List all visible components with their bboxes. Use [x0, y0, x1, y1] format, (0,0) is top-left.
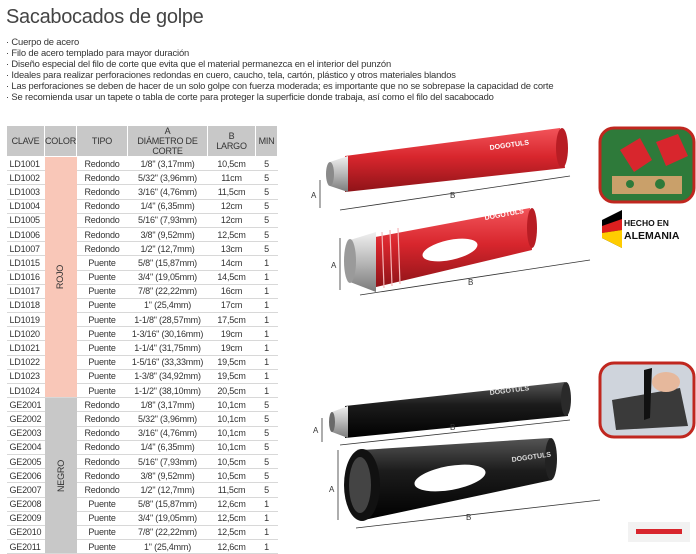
cell-diametro: 5/32" (3,96mm) — [128, 171, 208, 185]
badge-line-1: HECHO EN — [624, 218, 669, 228]
svg-text:DOGOTULS: DOGOTULS — [511, 451, 552, 464]
cell-tipo: Redondo — [77, 157, 128, 171]
cell-largo: 20,5cm — [208, 384, 256, 398]
svg-text:B: B — [450, 191, 456, 200]
usage-inset-black — [600, 363, 694, 437]
badge-line-2: ALEMANIA — [624, 230, 680, 242]
cell-clave: LD1002 — [7, 171, 45, 185]
cell-tipo: Puente — [77, 270, 128, 284]
svg-text:A: A — [331, 261, 337, 270]
cell-largo: 16cm — [208, 284, 256, 298]
header-largo: B LARGO — [208, 126, 256, 157]
cell-tipo: Redondo — [77, 213, 128, 227]
cell-largo: 12,5cm — [208, 227, 256, 241]
cell-largo: 10,5cm — [208, 454, 256, 468]
svg-text:DOGOTULS: DOGOTULS — [484, 208, 525, 222]
cell-min: 1 — [256, 270, 278, 284]
cell-clave: LD1022 — [7, 355, 45, 369]
cell-tipo: Puente — [77, 298, 128, 312]
svg-text:B: B — [466, 513, 472, 522]
cell-largo: 14cm — [208, 256, 256, 270]
cell-largo: 10,5cm — [208, 157, 256, 171]
cell-largo: 17,5cm — [208, 313, 256, 327]
cell-min: 5 — [256, 454, 278, 468]
svg-text:A: A — [329, 485, 335, 494]
cell-tipo: Redondo — [77, 398, 128, 412]
cell-tipo: Puente — [77, 256, 128, 270]
cell-clave: GE2007 — [7, 483, 45, 497]
svg-text:B: B — [450, 423, 456, 432]
cell-diametro: 1/8" (3,17mm) — [128, 398, 208, 412]
usage-inset-red — [600, 128, 694, 202]
cell-clave: LD1005 — [7, 213, 45, 227]
cell-tipo: Redondo — [77, 454, 128, 468]
cell-clave: LD1024 — [7, 384, 45, 398]
cell-tipo: Puente — [77, 511, 128, 525]
cell-min: 1 — [256, 511, 278, 525]
cell-min: 5 — [256, 171, 278, 185]
header-clave: CLAVE — [7, 126, 45, 157]
cell-tipo: Puente — [77, 497, 128, 511]
cell-largo: 12cm — [208, 213, 256, 227]
header-tipo: TIPO — [77, 126, 128, 157]
cell-largo: 19cm — [208, 327, 256, 341]
cell-min: 5 — [256, 199, 278, 213]
cell-min: 5 — [256, 213, 278, 227]
cell-clave: LD1021 — [7, 341, 45, 355]
cell-clave: LD1001 — [7, 157, 45, 171]
cell-color-group — [45, 157, 77, 398]
cell-clave: LD1018 — [7, 298, 45, 312]
cell-tipo: Puente — [77, 327, 128, 341]
cell-min: 5 — [256, 398, 278, 412]
cell-diametro: 5/32" (3,96mm) — [128, 412, 208, 426]
cell-tipo: Redondo — [77, 227, 128, 241]
package-thumbnail — [628, 522, 690, 542]
cell-min: 1 — [256, 497, 278, 511]
feature-item: · Ideales para realizar perforaciones redondas en cuero, caucho, tela, cartón, plástico y otros materiales blandos — [6, 68, 456, 80]
feature-item: · Se recomienda usar un tapete o tabla de corte para proteger la superficie donde trabaja, así como el filo del sacabocado — [6, 90, 494, 102]
feature-item: · Diseño especial del filo de corte que evita que el material permanezca en el interior del punzón — [6, 57, 392, 69]
page-title: Sacabocados de golpe — [6, 6, 204, 28]
cell-tipo: Redondo — [77, 469, 128, 483]
cell-min: 1 — [256, 355, 278, 369]
cell-min: 1 — [256, 327, 278, 341]
cell-tipo: Puente — [77, 341, 128, 355]
cell-diametro: 1/8" (3,17mm) — [128, 157, 208, 171]
cell-largo: 14,5cm — [208, 270, 256, 284]
cell-min: 5 — [256, 242, 278, 256]
cell-diametro: 7/8" (22,22mm) — [128, 284, 208, 298]
cell-clave: LD1015 — [7, 256, 45, 270]
cell-tipo: Redondo — [77, 242, 128, 256]
cell-min: 5 — [256, 227, 278, 241]
cell-diametro: 5/16" (7,93mm) — [128, 454, 208, 468]
punch-illustration — [300, 120, 696, 545]
header-color: COLOR — [45, 126, 77, 157]
cell-tipo: Redondo — [77, 185, 128, 199]
cell-diametro: 3/16" (4,76mm) — [128, 185, 208, 199]
cell-tipo: Puente — [77, 369, 128, 383]
cell-min: 1 — [256, 540, 278, 554]
cell-diametro: 1" (25,4mm) — [128, 540, 208, 554]
cell-clave: GE2009 — [7, 511, 45, 525]
header-min: MIN — [256, 126, 278, 157]
cell-diametro: 1/2" (12,7mm) — [128, 242, 208, 256]
cell-clave: LD1020 — [7, 327, 45, 341]
cell-clave: LD1019 — [7, 313, 45, 327]
cell-diametro: 1/2" (12,7mm) — [128, 483, 208, 497]
cell-tipo: Redondo — [77, 171, 128, 185]
cell-largo: 19,5cm — [208, 355, 256, 369]
cell-min: 5 — [256, 185, 278, 199]
red-round-punch — [326, 128, 568, 192]
cell-diametro: 5/8" (15,87mm) — [128, 497, 208, 511]
cell-diametro: 1-1/8" (28,57mm) — [128, 313, 208, 327]
cell-largo: 11,5cm — [208, 483, 256, 497]
cell-largo: 10,1cm — [208, 398, 256, 412]
cell-min: 5 — [256, 483, 278, 497]
cell-clave: LD1003 — [7, 185, 45, 199]
svg-text:A: A — [313, 426, 319, 435]
cell-diametro: 3/4" (19,05mm) — [128, 270, 208, 284]
cell-largo: 19,5cm — [208, 369, 256, 383]
cell-largo: 10,1cm — [208, 412, 256, 426]
cell-diametro: 1-1/2" (38,10mm) — [128, 384, 208, 398]
cell-largo: 11cm — [208, 171, 256, 185]
made-in-germany-badge — [602, 210, 680, 248]
cell-clave: LD1016 — [7, 270, 45, 284]
cell-diametro: 1-1/4" (31,75mm) — [128, 341, 208, 355]
cell-min: 5 — [256, 157, 278, 171]
feature-list — [6, 37, 553, 102]
brand-label: DOGOTULS — [489, 139, 530, 152]
cell-tipo: Redondo — [77, 440, 128, 454]
cell-largo: 11,5cm — [208, 185, 256, 199]
cell-min: 1 — [256, 525, 278, 539]
cell-diametro: 5/16" (7,93mm) — [128, 213, 208, 227]
cell-clave: LD1004 — [7, 199, 45, 213]
table-body — [7, 157, 278, 554]
cell-min: 1 — [256, 369, 278, 383]
cell-min: 1 — [256, 313, 278, 327]
red-bridge-punch — [344, 208, 537, 292]
cell-largo: 12,6cm — [208, 540, 256, 554]
cell-clave: LD1007 — [7, 242, 45, 256]
cell-largo: 12cm — [208, 199, 256, 213]
cell-clave: LD1023 — [7, 369, 45, 383]
table-header-row — [7, 126, 278, 157]
cell-tipo: Puente — [77, 284, 128, 298]
cell-diametro: 3/8" (9,52mm) — [128, 227, 208, 241]
cell-tipo: Redondo — [77, 426, 128, 440]
svg-text:A: A — [311, 191, 317, 200]
cell-largo: 13cm — [208, 242, 256, 256]
cell-color-group — [45, 398, 77, 554]
product-table — [6, 125, 278, 554]
cell-tipo: Puente — [77, 525, 128, 539]
cell-largo: 12,5cm — [208, 525, 256, 539]
cell-min: 1 — [256, 298, 278, 312]
cell-min: 5 — [256, 469, 278, 483]
cell-tipo: Puente — [77, 313, 128, 327]
cell-diametro: 1-3/8" (34,92mm) — [128, 369, 208, 383]
cell-clave: LD1017 — [7, 284, 45, 298]
cell-largo: 10,1cm — [208, 426, 256, 440]
cell-clave: GE2005 — [7, 454, 45, 468]
cell-min: 5 — [256, 426, 278, 440]
cell-diametro: 1-5/16" (33,33mm) — [128, 355, 208, 369]
svg-text:B: B — [468, 278, 474, 287]
svg-text:DOGOTULS: DOGOTULS — [489, 385, 530, 397]
cell-clave: GE2004 — [7, 440, 45, 454]
cell-diametro: 7/8" (22,22mm) — [128, 525, 208, 539]
cell-clave: GE2006 — [7, 469, 45, 483]
cell-diametro: 1/4" (6,35mm) — [128, 440, 208, 454]
cell-clave: GE2001 — [7, 398, 45, 412]
cell-largo: 10,1cm — [208, 440, 256, 454]
cell-clave: GE2010 — [7, 525, 45, 539]
cell-largo: 12,6cm — [208, 497, 256, 511]
cell-clave: GE2011 — [7, 540, 45, 554]
cell-largo: 10,5cm — [208, 469, 256, 483]
cell-largo: 17cm — [208, 298, 256, 312]
cell-min: 1 — [256, 341, 278, 355]
cell-diametro: 3/16" (4,76mm) — [128, 426, 208, 440]
cell-diametro: 3/4" (19,05mm) — [128, 511, 208, 525]
cell-tipo: Puente — [77, 355, 128, 369]
color-group-label: ROJO — [55, 264, 66, 290]
cell-tipo: Puente — [77, 384, 128, 398]
cell-clave: GE2008 — [7, 497, 45, 511]
cell-min: 5 — [256, 440, 278, 454]
cell-diametro: 3/8" (9,52mm) — [128, 469, 208, 483]
table-row — [7, 157, 278, 171]
cell-tipo: Redondo — [77, 199, 128, 213]
cell-diametro: 1/4" (6,35mm) — [128, 199, 208, 213]
header-diametro: A DIÁMETRO DE CORTE — [128, 126, 208, 157]
cell-clave: LD1006 — [7, 227, 45, 241]
color-group-label: NEGRO — [55, 459, 66, 492]
cell-min: 1 — [256, 284, 278, 298]
feature-item: · Filo de acero templado para mayor duración — [6, 46, 190, 58]
cell-min: 1 — [256, 384, 278, 398]
cell-tipo: Redondo — [77, 412, 128, 426]
cell-diametro: 1-3/16" (30,16mm) — [128, 327, 208, 341]
cell-largo: 12,5cm — [208, 511, 256, 525]
cell-diametro: 5/8" (15,87mm) — [128, 256, 208, 270]
cell-tipo: Puente — [77, 540, 128, 554]
cell-clave: GE2002 — [7, 412, 45, 426]
cell-diametro: 1" (25,4mm) — [128, 298, 208, 312]
cell-tipo: Redondo — [77, 483, 128, 497]
feature-item: · Cuerpo de acero — [6, 36, 80, 47]
dim-a-marker — [311, 180, 320, 208]
cell-clave: GE2003 — [7, 426, 45, 440]
cell-min: 1 — [256, 256, 278, 270]
cell-largo: 19cm — [208, 341, 256, 355]
cell-min: 5 — [256, 412, 278, 426]
feature-item: · Las perforaciones se deben de hacer de un solo golpe con fuerza moderada; es importante que no se sobrepase la capacidad de corte — [6, 79, 554, 91]
table-row — [7, 398, 278, 412]
